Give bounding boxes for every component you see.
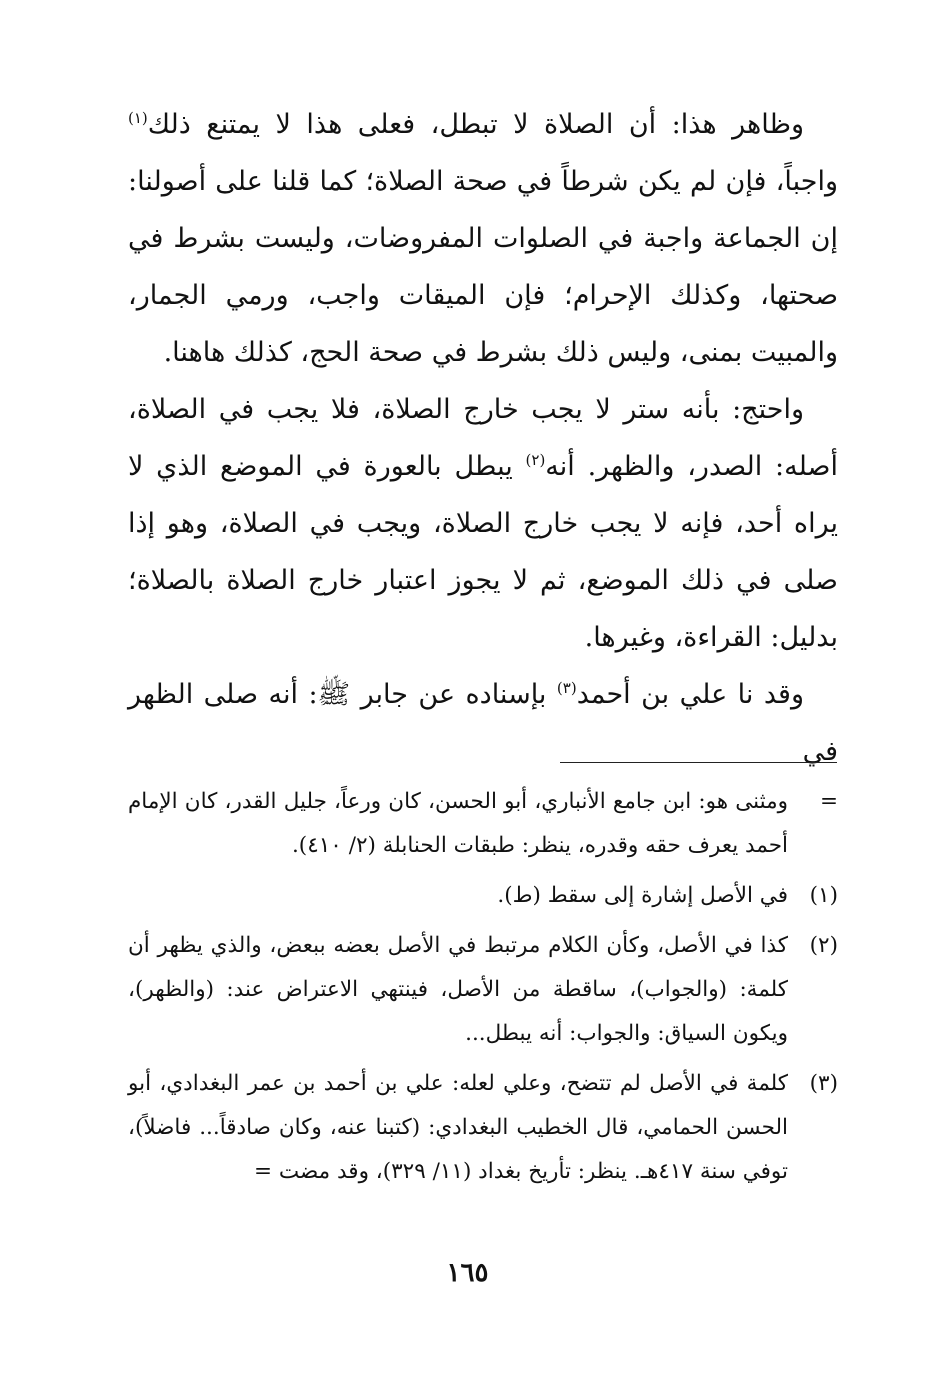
paragraph-2-text-a: واحتج: بأنه ستر لا يجب خارج الصلاة، فلا يجب في الصلاة، أصله: الصدر، والظهر. أنه [128,394,838,482]
paragraph-2-text-b: يبطل بالعورة في الموضع الذي لا يراه أحد، فإنه لا يجب خارج الصلاة، ويجب في الصلاة، وهو إذا صلى في ذلك الموضع، ثم لا يجوز اعتبار خارج الصلاة بالصلاة؛ بدليل: القراءة، وغيرها. [128,451,838,653]
footnote-text: في الأصل إشارة إلى سقط (ط). [497,883,788,908]
footnote-separator [560,762,837,763]
footnote-3 [128,1062,838,1194]
footnote-2 [128,924,838,1056]
footnote-text: كلمة في الأصل لم تتضح، وعلي لعله: علي بن أحمد بن عمر البغدادي، أبو الحسن الحمامي، قال الخطيب البغدادي: (كتبنا عنه، وكان صادقاً... فاضلاً)، توفي سنة ٤١٧هـ. ينظر: تأريخ بغداد (١١/ ٣٢٩)، وقد مضت = [128,1071,788,1184]
footnote-mark: (٢) [809,933,838,958]
paragraph-3-text-a: وقد نا علي بن أحمد [576,679,804,710]
footnote-mark: (٣) [809,1071,838,1096]
footnote-continued [128,780,838,868]
footnote-1 [128,874,838,918]
footnote-mark: (١) [809,883,838,908]
paragraph-1-text-b: واجباً، فإن لم يكن شرطاً في صحة الصلاة؛ كما قلنا على أصولنا: إن الجماعة واجبة في الصلوات المفروضات، وليست بشرط في صحتها، وكذلك الإحرام؛ فإن الميقات واجب، ورمي الجمار، والمبيت بمنى، وليس ذلك بشرط في صحة الحج، كذلك هاهنا. [128,166,838,368]
footnotes-section [128,780,838,1200]
footnote-text: كذا في الأصل، وكأن الكلام مرتبط في الأصل بعضه ببعض، والذي يظهر أن كلمة: (والجواب)، ساقطة من الأصل، فينتهي الاعتراض عند: (والظهر)، ويكون السياق: والجواب: أنه يبطل... [128,933,788,1046]
footnote-ref-2[interactable]: (٢) [525,451,546,469]
page-number: ١٦٥ [446,1258,489,1288]
paragraph-1 [128,96,838,381]
footnote-text: ومثنى هو: ابن جامع الأنباري، أبو الحسن، كان ورعاً، جليل القدر، كان الإمام أحمد يعرف حقه وقدره، ينظر: طبقات الحنابلة (٢/ ٤١٠). [128,789,788,858]
paragraph-1-text-a: وظاهر هذا: أن الصلاة لا تبطل، فعلى هذا لا يمتنع ذلك [147,109,804,140]
footnote-mark: = [819,789,838,814]
main-text-body [128,96,838,780]
paragraph-2 [128,381,838,666]
footnote-ref-1[interactable]: (١) [128,109,148,127]
paragraph-3-text-b: بإسناده عن جابر ﷺ: أنه صلى الظهر في [128,679,838,767]
footnote-ref-3[interactable]: (٣) [556,679,577,697]
